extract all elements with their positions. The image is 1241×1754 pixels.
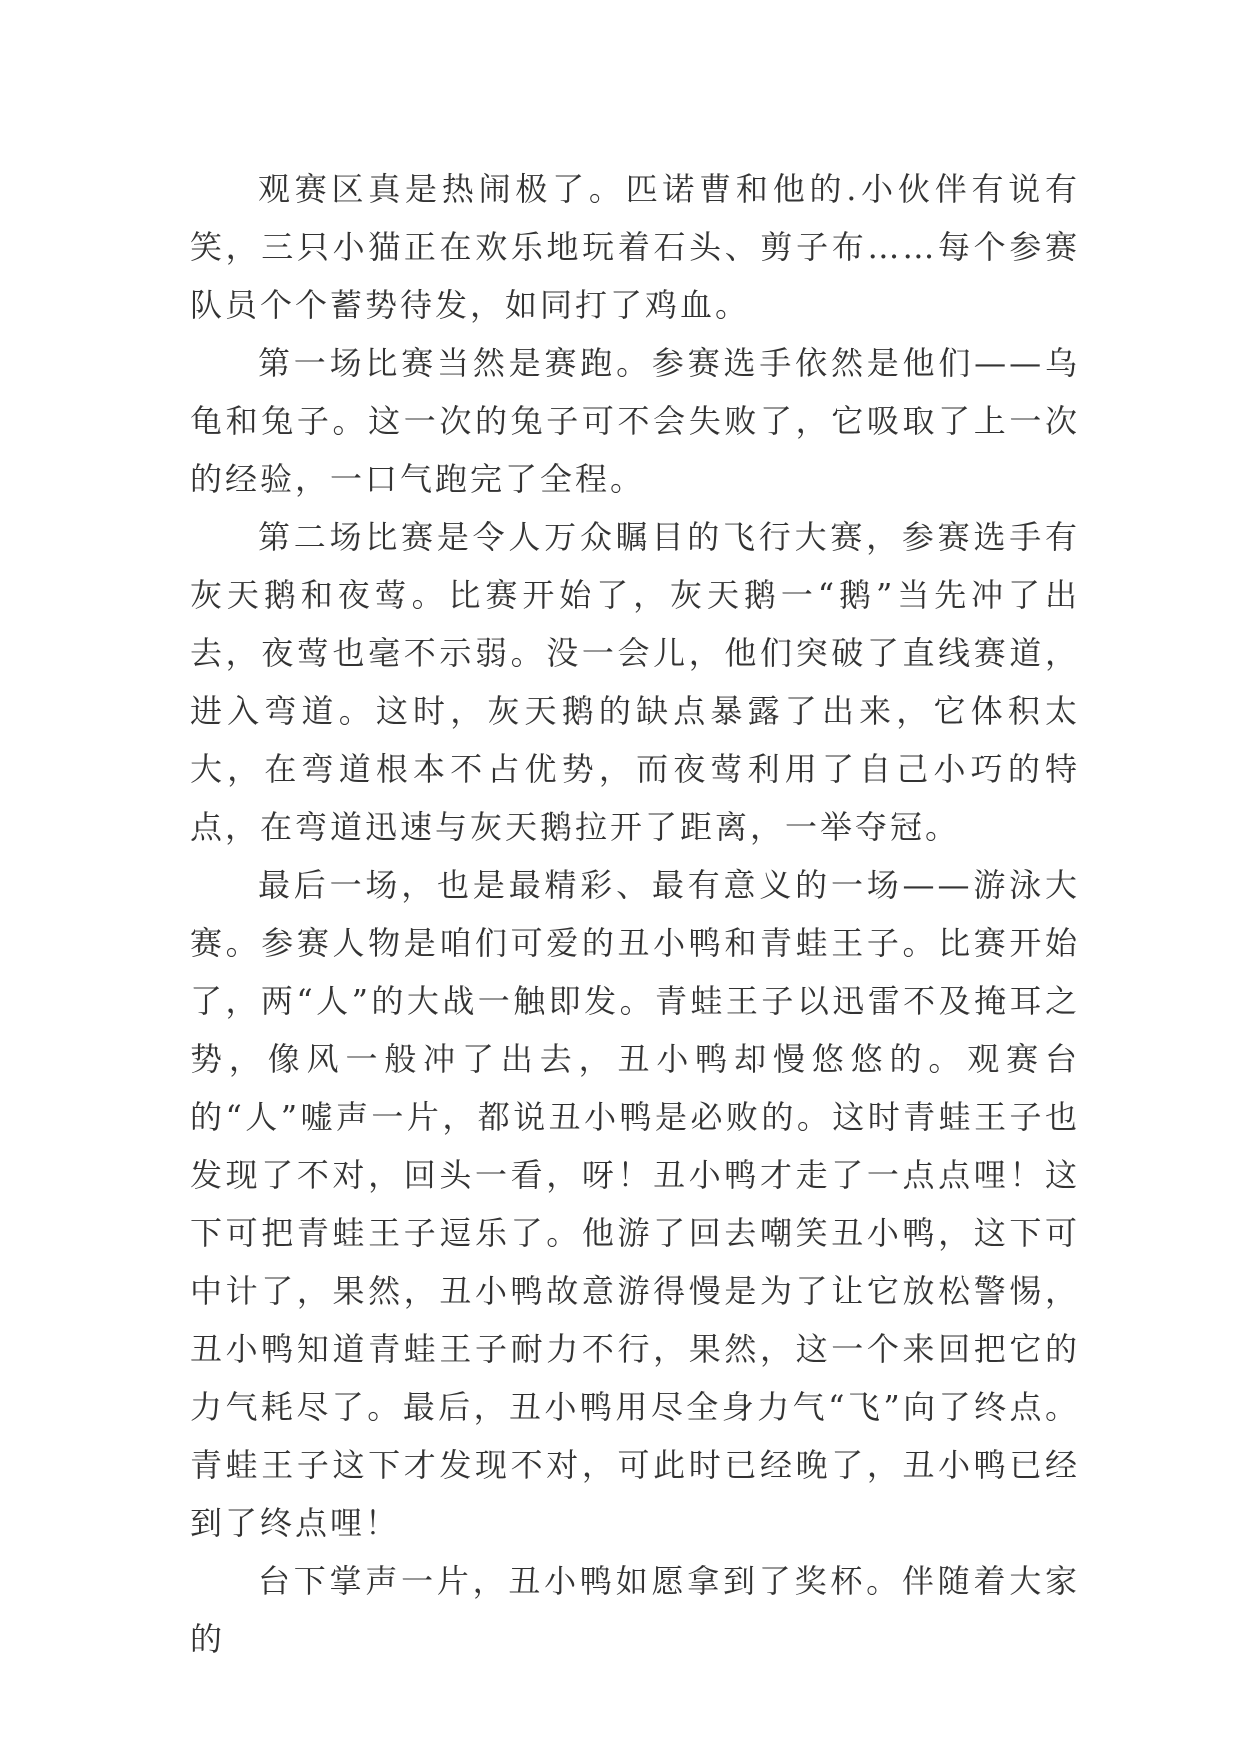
paragraph-flying-race: 第二场比赛是令人万众瞩目的飞行大赛，参赛选手有灰天鹅和夜莺。比赛开始了，灰天鹅一“鹅”当先冲了出去，夜莺也毫不示弱。没一会儿，他们突破了直线赛道，进入弯道。这时，灰天鹅的缺点暴露了出来，它体积太大，在弯道根本不占优势，而夜莺利用了自己小巧的特点，在弯道迅速与灰天鹅拉开了距离，一举夺冠。 xyxy=(190,518,1080,846)
paragraph-swimming-race: 最后一场，也是最精彩、最有意义的一场——游泳大赛。参赛人物是咱们可爱的丑小鸭和青蛙王子。比赛开始了，两“人”的大战一触即发。青蛙王子以迅雷不及掩耳之势，像风一般冲了出去，丑小鸭却慢悠悠的。观赛台的“人”嘘声一片，都说丑小鸭是必败的。这时青蛙王子也发现了不对，回头一看，呀！丑小鸭才走了一点点哩！这下可把青蛙王子逗乐了。他游了回去嘲笑丑小鸭，这下可中计了，果然，丑小鸭故意游得慢是为了让它放松警惕，丑小鸭知道青蛙王子耐力不行，果然，这一个来回把它的力气耗尽了。最后，丑小鸭用尽全身力气“飞”向了终点。青蛙王子这下才发现不对，可此时已经晚了，丑小鸭已经到了终点哩！ xyxy=(190,866,1080,1542)
document-body xyxy=(190,160,1080,1668)
paragraph-award: 台下掌声一片，丑小鸭如愿拿到了奖杯。伴随着大家的 xyxy=(190,1562,1080,1658)
paragraph-spectator-area: 观赛区真是热闹极了。匹诺曹和他的.小伙伴有说有笑，三只小猫正在欢乐地玩着石头、剪子布……每个参赛队员个个蓄势待发，如同打了鸡血。 xyxy=(190,170,1080,324)
paragraph-running-race: 第一场比赛当然是赛跑。参赛选手依然是他们——乌龟和兔子。这一次的兔子可不会失败了，它吸取了上一次的经验，一口气跑完了全程。 xyxy=(190,344,1080,498)
